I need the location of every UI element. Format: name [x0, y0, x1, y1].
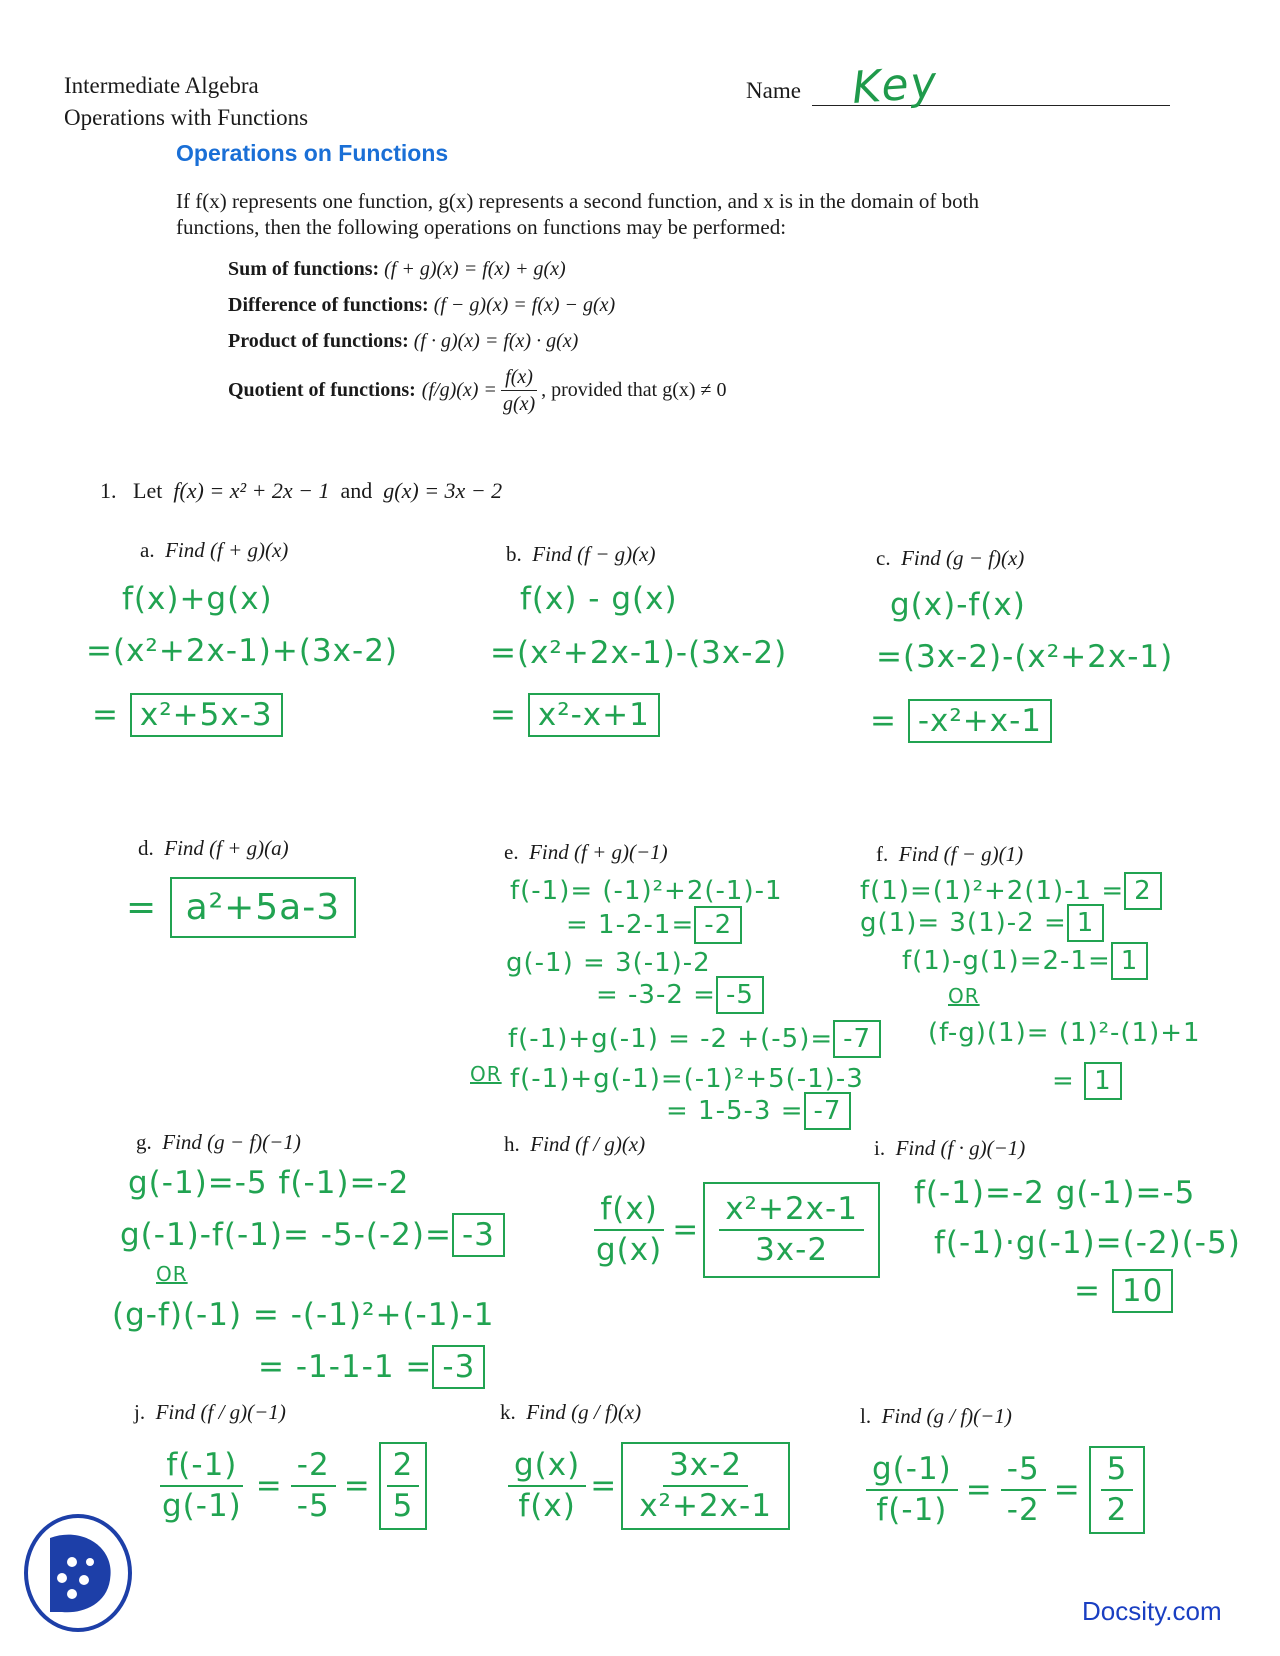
part-f-line1	[860, 878, 1162, 904]
part-h-eq: =	[672, 1211, 700, 1248]
part-f-line3-text: f(1)-g(1)=2-1=	[902, 946, 1111, 976]
part-e-prompt	[504, 840, 668, 865]
part-l-num1: g(-1)	[866, 1454, 958, 1491]
part-f-line1-text: f(1)=(1)²+2(1)-1 =	[860, 876, 1125, 906]
problem-f: f(x) = x² + 2x − 1	[173, 478, 330, 503]
part-l-num2: -5	[1001, 1454, 1046, 1491]
name-label: Name	[746, 78, 801, 103]
docsity-logo-icon	[24, 1514, 132, 1632]
part-j-eq2: =	[343, 1467, 371, 1504]
part-j-frac1	[156, 1447, 248, 1524]
def-product	[228, 330, 578, 353]
part-b-label: b.	[506, 542, 522, 566]
part-a-line1: f(x)+g(x)	[122, 581, 273, 617]
part-f-line5-text: =	[1052, 1066, 1075, 1096]
part-d-eq: =	[126, 887, 158, 928]
part-k-fraction	[508, 1447, 586, 1524]
part-e-line7-answer: -7	[804, 1092, 852, 1130]
part-e-line7-text: = 1-5-3 =	[666, 1096, 804, 1126]
part-h-prompt	[504, 1132, 645, 1157]
name-value-handwritten: Key	[850, 57, 941, 114]
part-b-answer-row	[490, 697, 660, 733]
def-product-formula: (f · g)(x) = f(x) · g(x)	[413, 330, 579, 352]
part-l-eq1: =	[965, 1471, 993, 1508]
part-k-work	[508, 1442, 790, 1530]
part-j-answer	[387, 1447, 420, 1524]
part-j-label: j.	[134, 1400, 146, 1424]
part-f-label: f.	[876, 842, 889, 866]
def-quotient-tail: , provided that g(x) ≠ 0	[541, 379, 727, 401]
part-d-answer: a²+5a-3	[170, 877, 357, 938]
part-k-answer-num: 3x-2	[663, 1450, 748, 1487]
part-f-line3-answer: 1	[1111, 942, 1149, 980]
part-c-label: c.	[876, 546, 891, 570]
def-sum-label: Sum of functions:	[228, 258, 380, 280]
part-h-answer-num: x²+2x-1	[719, 1194, 864, 1231]
part-c-answer-row	[870, 703, 1052, 739]
topic-title: Operations with Functions	[64, 105, 309, 130]
part-g-line2-text: g(-1)-f(-1)= -5-(-2)=	[120, 1217, 452, 1253]
part-g-prompt	[136, 1130, 301, 1155]
part-l-answer	[1101, 1451, 1134, 1528]
docsity-brand[interactable]: Docsity.com	[1082, 1596, 1222, 1626]
part-g-line2	[120, 1217, 505, 1253]
part-i-line2: f(-1)·g(-1)=(-2)(-5)	[934, 1225, 1241, 1261]
part-b-prompt	[506, 542, 655, 567]
part-j-eq1: =	[255, 1467, 283, 1504]
part-i-answer-row	[1074, 1273, 1173, 1309]
part-d-prompt	[138, 836, 289, 861]
part-j-den1: g(-1)	[162, 1488, 242, 1524]
part-e-line2	[566, 912, 742, 938]
part-b-line2: =(x²+2x-1)-(3x-2)	[490, 635, 788, 671]
problem-let: Let	[133, 478, 163, 503]
part-c-line2: =(3x-2)-(x²+2x-1)	[876, 639, 1174, 675]
part-e-line5-text: f(-1)+g(-1) = -2 +(-5)=	[508, 1024, 834, 1054]
part-h-find: Find (f / g)(x)	[530, 1132, 646, 1156]
part-f-line2	[860, 910, 1104, 936]
part-e-label: e.	[504, 840, 519, 864]
part-l-prompt	[860, 1404, 1012, 1429]
part-e-line4	[596, 982, 764, 1008]
part-c-answer: -x²+x-1	[908, 699, 1052, 743]
problem-statement	[100, 478, 502, 504]
part-k-eq: =	[590, 1467, 618, 1504]
part-e-line4-text: = -3-2 =	[596, 980, 716, 1010]
part-g-line4-text: = -1-1-1 =	[258, 1349, 433, 1385]
def-difference-label: Difference of functions:	[228, 294, 429, 316]
part-a-line2: =(x²+2x-1)+(3x-2)	[86, 633, 399, 669]
def-sum-formula: (f + g)(x) = f(x) + g(x)	[384, 258, 566, 280]
intro-text: If f(x) represents one function, g(x) represents a second function, and x is in the domain of both functions, then the following operations on functions may be performed:	[176, 189, 980, 239]
part-l-find: Find (g / f)(−1)	[881, 1404, 1012, 1428]
part-a-eq: =	[92, 697, 119, 733]
part-j-prompt	[134, 1400, 286, 1425]
part-d-find: Find (f + g)(a)	[164, 836, 289, 860]
part-e-or: OR	[470, 1062, 502, 1086]
part-f-or: OR	[948, 984, 980, 1008]
part-c-prompt	[876, 546, 1024, 571]
part-f-line2-answer: 1	[1067, 904, 1105, 942]
part-f-line1-answer: 2	[1124, 872, 1162, 910]
part-b-answer: x²-x+1	[528, 693, 660, 737]
part-l-frac2	[1001, 1451, 1046, 1528]
part-e-line5-answer: -7	[833, 1020, 881, 1058]
part-e-line1: f(-1)= (-1)²+2(-1)-1	[510, 876, 783, 906]
part-g-line2-answer: -3	[452, 1213, 505, 1257]
problem-g: g(x) = 3x − 2	[383, 478, 503, 503]
part-l-eq2: =	[1053, 1471, 1081, 1508]
part-f-line3	[902, 948, 1148, 974]
part-i-eq: =	[1074, 1273, 1101, 1309]
course-title: Intermediate Algebra	[64, 73, 259, 98]
part-g-line1: g(-1)=-5 f(-1)=-2	[128, 1165, 410, 1201]
part-k-answer-den: x²+2x-1	[639, 1488, 772, 1524]
part-e-find: Find (f + g)(−1)	[529, 840, 668, 864]
part-h-fraction	[590, 1191, 668, 1268]
part-j-den2: -5	[296, 1488, 330, 1524]
part-j-answer-num: 2	[387, 1450, 420, 1487]
part-i-prompt	[874, 1136, 1025, 1161]
section-title: Operations on Functions	[176, 140, 449, 166]
part-j-answer-den: 5	[392, 1488, 414, 1524]
def-quotient-fraction	[499, 364, 539, 417]
part-h-answer	[719, 1191, 864, 1268]
def-quotient-lhs: (f/g)(x) =	[421, 379, 497, 401]
def-quotient-num: f(x)	[501, 364, 537, 391]
part-a-answer: x²+5x-3	[130, 693, 283, 737]
part-b-eq: =	[490, 697, 517, 733]
part-e-line4-answer: -5	[716, 976, 764, 1014]
part-j-frac2	[291, 1447, 336, 1524]
part-j-work	[156, 1442, 427, 1530]
part-j-num2: -2	[291, 1450, 336, 1487]
part-g-line4-answer: -3	[432, 1345, 485, 1389]
def-quotient-label: Quotient of functions:	[228, 379, 416, 401]
part-a-answer-row	[92, 697, 283, 733]
part-l-den1: f(-1)	[876, 1492, 948, 1528]
part-k-num: g(x)	[508, 1450, 586, 1487]
part-i-answer: 10	[1112, 1269, 1173, 1313]
def-difference	[228, 294, 615, 317]
part-h-num: f(x)	[594, 1194, 663, 1231]
part-g-or: OR	[156, 1262, 188, 1286]
part-j-find: Find (f / g)(−1)	[155, 1400, 286, 1424]
def-product-label: Product of functions:	[228, 330, 409, 352]
part-f-line5	[1052, 1068, 1122, 1094]
part-b-line1: f(x) - g(x)	[520, 581, 678, 617]
part-h-den: g(x)	[596, 1232, 663, 1268]
part-f-line5-answer: 1	[1084, 1062, 1122, 1100]
part-h-label: h.	[504, 1132, 520, 1156]
part-e-line6: f(-1)+g(-1)=(-1)²+5(-1)-3	[510, 1064, 864, 1094]
part-d-label: d.	[138, 836, 154, 860]
def-quotient-den: g(x)	[502, 393, 536, 415]
part-e-line7	[666, 1098, 851, 1124]
part-h-work	[590, 1182, 880, 1278]
part-f-find: Find (f − g)(1)	[898, 842, 1024, 866]
part-l-label: l.	[860, 1404, 872, 1428]
part-j-num1: f(-1)	[160, 1450, 243, 1487]
part-c-find: Find (g − f)(x)	[901, 546, 1025, 570]
part-k-find: Find (g / f)(x)	[526, 1400, 642, 1424]
def-difference-formula: (f − g)(x) = f(x) − g(x)	[433, 294, 616, 316]
part-i-label: i.	[874, 1136, 886, 1160]
def-sum	[228, 258, 566, 281]
problem-and: and	[340, 478, 373, 503]
docsity-logo-graphic	[28, 1518, 128, 1628]
part-h-answer-den: 3x-2	[755, 1232, 829, 1268]
part-k-label: k.	[500, 1400, 516, 1424]
part-k-answer	[633, 1447, 778, 1524]
part-i-find: Find (f · g)(−1)	[895, 1136, 1026, 1160]
part-h-answer-box	[703, 1182, 880, 1278]
part-l-work	[866, 1446, 1145, 1534]
part-e-line3: g(-1) = 3(-1)-2	[506, 948, 711, 978]
def-quotient	[228, 364, 727, 417]
part-g-label: g.	[136, 1130, 152, 1154]
part-l-answer-den: 2	[1106, 1492, 1128, 1528]
part-k-den: f(x)	[518, 1488, 576, 1524]
part-e-line2-answer: -2	[694, 906, 742, 944]
part-k-prompt	[500, 1400, 641, 1425]
problem-number: 1.	[100, 478, 117, 503]
part-e-line5	[508, 1026, 881, 1052]
part-l-den2: -2	[1006, 1492, 1040, 1528]
part-g-find: Find (g − f)(−1)	[162, 1130, 301, 1154]
part-g-line4	[258, 1349, 485, 1385]
part-i-line1: f(-1)=-2 g(-1)=-5	[914, 1175, 1196, 1211]
part-d-answer-row	[126, 887, 356, 928]
part-l-answer-box	[1089, 1446, 1146, 1534]
part-c-line1: g(x)-f(x)	[890, 587, 1026, 623]
part-a-prompt	[140, 538, 288, 563]
part-g-line3: (g-f)(-1) = -(-1)²+(-1)-1	[112, 1297, 495, 1333]
part-e-line2-text: = 1-2-1=	[566, 910, 695, 940]
part-k-answer-box	[621, 1442, 790, 1530]
part-j-answer-box	[379, 1442, 428, 1530]
part-a-find: Find (f + g)(x)	[165, 538, 289, 562]
part-a-label: a.	[140, 538, 155, 562]
part-b-find: Find (f − g)(x)	[532, 542, 656, 566]
part-c-eq: =	[870, 703, 897, 739]
part-f-line2-text: g(1)= 3(1)-2 =	[860, 908, 1067, 938]
part-l-frac1	[866, 1451, 958, 1528]
part-l-answer-num: 5	[1101, 1454, 1134, 1491]
part-f-prompt	[876, 842, 1023, 867]
part-f-line4: (f-g)(1)= (1)²-(1)+1	[928, 1018, 1201, 1048]
